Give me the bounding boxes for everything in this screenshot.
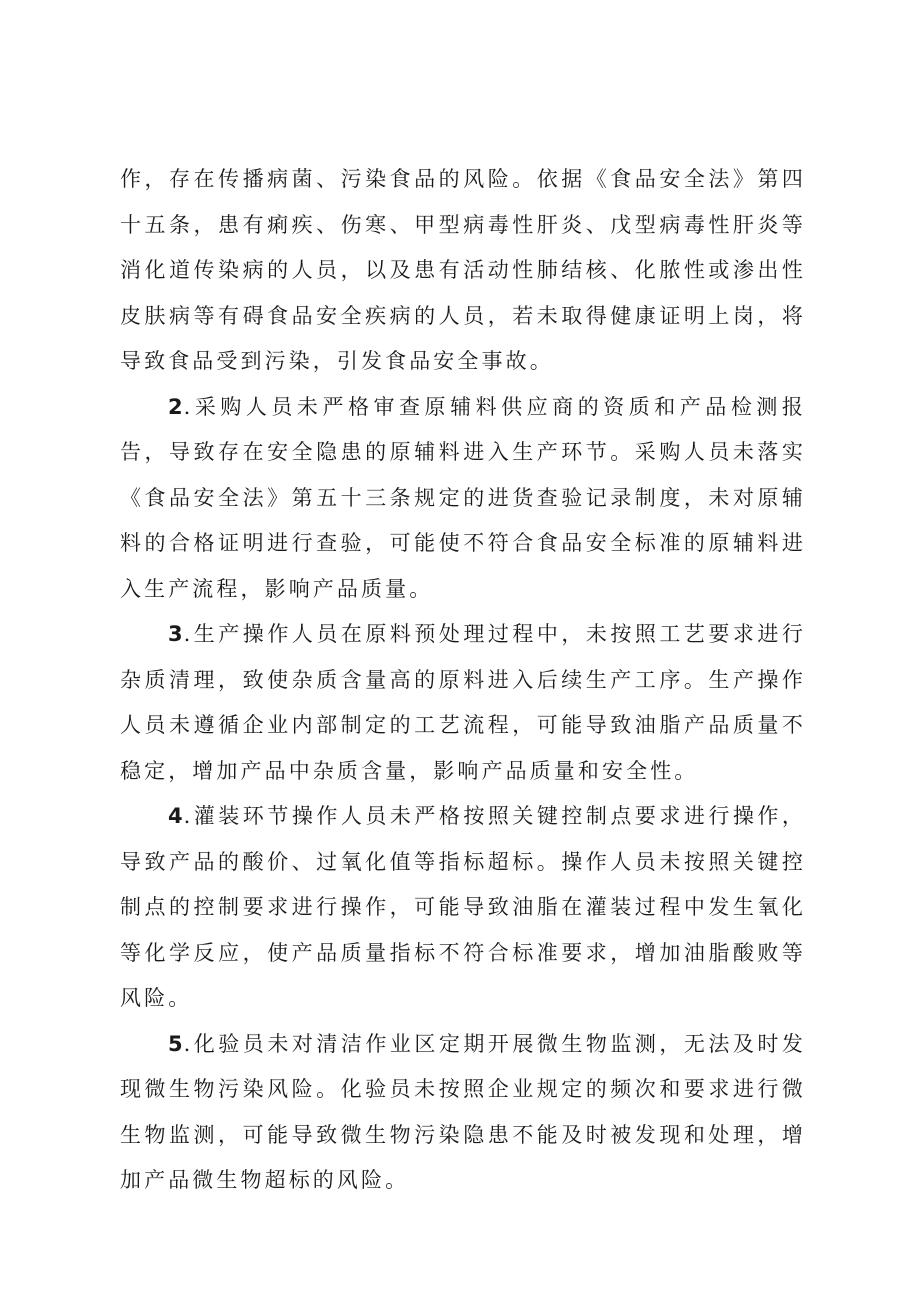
paragraph-continued bbox=[120, 157, 806, 385]
paragraph-text: .生产操作人员在原料预处理过程中，未按照工艺要求进行杂质清理，致使杂质含量高的原料进入后续生产工序。生产操作人员未遵循企业内部制定的工艺流程，可能导致油脂产品质量不稳定，增加产品中杂质含量，影响产品质量和安全性。 bbox=[120, 622, 806, 783]
item-number: 4 bbox=[168, 804, 184, 828]
paragraph-text: .化验员未对清洁作业区定期开展微生物监测，无法及时发现微生物污染风险。化验员未按照企业规定的频次和要求进行微生物监测，可能导致微生物污染隐患不能及时被发现和处理，增加产品微生物超标的风险。 bbox=[120, 1031, 806, 1192]
paragraph-item-3 bbox=[120, 612, 806, 794]
document-body bbox=[120, 157, 806, 1204]
paragraph-text: 作，存在传播病菌、污染食品的风险。依据《食品安全法》第四十五条，患有痢疾、伤寒、甲型病毒性肝炎、戊型病毒性肝炎等消化道传染病的人员，以及患有活动性肺结核、化脓性或渗出性皮肤病等有碍食品安全疾病的人员，若未取得健康证明上岗，将导致食品受到污染，引发食品安全事故。 bbox=[120, 167, 806, 373]
item-number: 3 bbox=[168, 622, 184, 646]
paragraph-text: .灌装环节操作人员未严格按照关键控制点要求进行操作，导致产品的酸价、过氧化值等指标超标。操作人员未按照关键控制点的控制要求进行操作，可能导致油脂在灌装过程中发生氧化等化学反应，使产品质量指标不符合标准要求，增加油脂酸败等风险。 bbox=[120, 804, 806, 1010]
paragraph-item-4 bbox=[120, 794, 806, 1022]
paragraph-item-2 bbox=[120, 385, 806, 613]
item-number: 2 bbox=[168, 394, 184, 419]
item-number: 5 bbox=[168, 1031, 184, 1056]
paragraph-text: .采购人员未严格审查原辅料供应商的资质和产品检测报告，导致存在安全隐患的原辅料进入生产环节。采购人员未落实《食品安全法》第五十三条规定的进货查验记录制度，未对原辅料的合格证明进行查验，可能使不符合食品安全标准的原辅料进入生产流程，影响产品质量。 bbox=[120, 394, 806, 601]
paragraph-item-5 bbox=[120, 1022, 806, 1204]
